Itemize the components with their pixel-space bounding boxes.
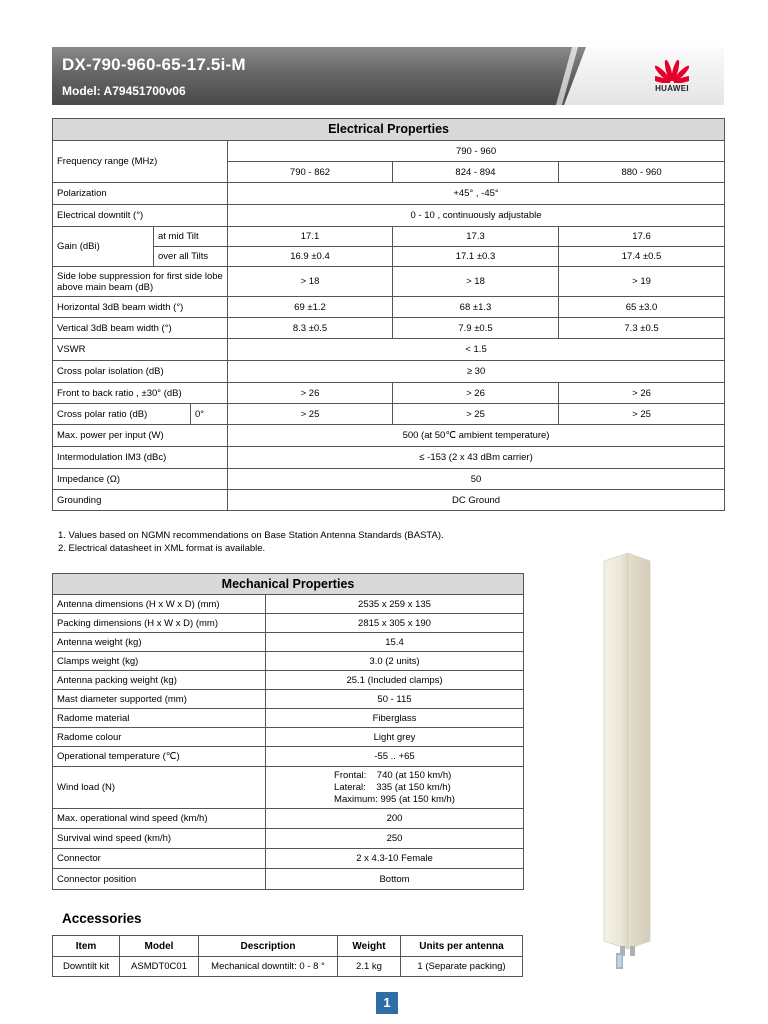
hbw-label: Horizontal 3dB beam width (°) xyxy=(53,297,228,318)
impedance-label: Impedance (Ω) xyxy=(53,469,228,490)
mech-label: Connector xyxy=(53,849,266,869)
mech-value: Fiberglass xyxy=(266,709,524,728)
power-label: Max. power per input (W) xyxy=(53,425,228,447)
grounding-label: Grounding xyxy=(53,490,228,511)
hbw-1: 69 ±1.2 xyxy=(228,297,393,318)
band-3: 880 - 960 xyxy=(559,162,725,183)
acc-model: ASMDT0C01 xyxy=(120,957,199,977)
mech-value: 50 - 115 xyxy=(266,690,524,709)
acc-weight: 2.1 kg xyxy=(338,957,401,977)
sidelobe-3: > 19 xyxy=(559,267,725,297)
header-banner xyxy=(52,47,724,105)
mech-label: Max. operational wind speed (km/h) xyxy=(53,809,266,829)
mechanical-properties-table xyxy=(52,573,524,890)
grounding-value: DC Ground xyxy=(228,490,725,511)
mech-value: 2 x 4.3-10 Female xyxy=(266,849,524,869)
vswr-value: < 1.5 xyxy=(228,339,725,361)
mech-label: Connector position xyxy=(53,869,266,890)
band-1: 790 - 862 xyxy=(228,162,393,183)
footnote: 1. Values based on NGMN recommendations on Base Station Antenna Standards (BASTA). xyxy=(58,530,444,541)
antenna-image xyxy=(598,553,658,973)
mech-label: Packing dimensions (H x W x D) (mm) xyxy=(53,614,266,633)
im3-value: ≤ -153 (2 x 43 dBm carrier) xyxy=(228,447,725,469)
gain-all-1: 16.9 ±0.4 xyxy=(228,247,393,267)
im3-label: Intermodulation IM3 (dBc) xyxy=(53,447,228,469)
vswr-label: VSWR xyxy=(53,339,228,361)
band-2: 824 - 894 xyxy=(393,162,559,183)
huawei-logo xyxy=(642,57,702,101)
cpr-label: Cross polar ratio (dB) xyxy=(53,404,191,425)
electrical-heading: Electrical Properties xyxy=(53,119,725,141)
mechanical-heading: Mechanical Properties xyxy=(53,574,524,595)
mech-value: Bottom xyxy=(266,869,524,890)
sidelobe-1: > 18 xyxy=(228,267,393,297)
vbw-label: Vertical 3dB beam width (°) xyxy=(53,318,228,339)
sidelobe-label: Side lobe suppression for first side lobe above main beam (dB) xyxy=(53,267,228,297)
gain-mid-label: at mid Tilt xyxy=(154,227,228,247)
gain-all-3: 17.4 ±0.5 xyxy=(559,247,725,267)
model-number: Model: A79451700v06 xyxy=(62,84,186,98)
ftb-label: Front to back ratio , ±30° (dB) xyxy=(53,383,228,404)
mech-value: Light grey xyxy=(266,728,524,747)
mech-value: 25.1 (Included clamps) xyxy=(266,671,524,690)
cpr-1: > 25 xyxy=(228,404,393,425)
col-description: Description xyxy=(199,936,338,957)
sidelobe-2: > 18 xyxy=(393,267,559,297)
col-model: Model xyxy=(120,936,199,957)
col-weight: Weight xyxy=(338,936,401,957)
mech-value: 2535 x 259 x 135 xyxy=(266,595,524,614)
hbw-2: 68 ±1.3 xyxy=(393,297,559,318)
power-value: 500 (at 50℃ ambient temperature) xyxy=(228,425,725,447)
mech-label: Radome material xyxy=(53,709,266,728)
wind-load-label: Wind load (N) xyxy=(53,767,266,809)
mech-value: 200 xyxy=(266,809,524,829)
ftb-2: > 26 xyxy=(393,383,559,404)
freq-overall: 790 - 960 xyxy=(228,141,725,162)
wind-load-lines xyxy=(334,770,455,806)
mech-value: 15.4 xyxy=(266,633,524,652)
vbw-1: 8.3 ±0.5 xyxy=(228,318,393,339)
downtilt-value: 0 - 10 , continuously adjustable xyxy=(228,205,725,227)
mech-label: Antenna packing weight (kg) xyxy=(53,671,266,690)
gain-all-label: over all Tilts xyxy=(154,247,228,267)
impedance-value: 50 xyxy=(228,469,725,490)
accessories-heading: Accessories xyxy=(62,911,142,926)
gain-mid-1: 17.1 xyxy=(228,227,393,247)
mech-label: Mast diameter supported (mm) xyxy=(53,690,266,709)
cpr-2: > 25 xyxy=(393,404,559,425)
mech-value: -55 .. +65 xyxy=(266,747,524,767)
mech-value: 2815 x 305 x 190 xyxy=(266,614,524,633)
mech-label: Clamps weight (kg) xyxy=(53,652,266,671)
gain-mid-2: 17.3 xyxy=(393,227,559,247)
footnotes xyxy=(58,529,444,555)
wind-maximum: Maximum: 995 (at 150 km/h) xyxy=(334,793,455,805)
accessories-table xyxy=(52,935,523,977)
gain-all-2: 17.1 ±0.3 xyxy=(393,247,559,267)
footnote: 2. Electrical datasheet in XML format is available. xyxy=(58,543,266,554)
col-units: Units per antenna xyxy=(401,936,523,957)
ftb-1: > 26 xyxy=(228,383,393,404)
electrical-properties-table xyxy=(52,118,725,511)
gain-mid-3: 17.6 xyxy=(559,227,725,247)
hbw-3: 65 ±3.0 xyxy=(559,297,725,318)
cpi-value: ≥ 30 xyxy=(228,361,725,383)
acc-item: Downtilt kit xyxy=(53,957,120,977)
cpr-3: > 25 xyxy=(559,404,725,425)
wind-frontal: Frontal: 740 (at 150 km/h) xyxy=(334,769,452,781)
wind-load-value xyxy=(266,767,524,809)
cpr-angle: 0° xyxy=(191,404,228,425)
downtilt-label: Electrical downtilt (°) xyxy=(53,205,228,227)
mech-label: Survival wind speed (km/h) xyxy=(53,829,266,849)
col-item: Item xyxy=(53,936,120,957)
mech-label: Antenna dimensions (H x W x D) (mm) xyxy=(53,595,266,614)
polarization-value: +45° , -45° xyxy=(228,183,725,205)
huawei-petals-icon xyxy=(655,57,689,83)
polarization-label: Polarization xyxy=(53,183,228,205)
ftb-3: > 26 xyxy=(559,383,725,404)
vbw-3: 7.3 ±0.5 xyxy=(559,318,725,339)
mech-label: Operational temperature (℃) xyxy=(53,747,266,767)
mech-value: 250 xyxy=(266,829,524,849)
cpi-label: Cross polar isolation (dB) xyxy=(53,361,228,383)
page-number: 1 xyxy=(376,992,398,1014)
wind-lateral: Lateral: 335 (at 150 km/h) xyxy=(334,781,451,793)
mech-label: Radome colour xyxy=(53,728,266,747)
table-row xyxy=(53,957,523,977)
acc-units: 1 (Separate packing) xyxy=(401,957,523,977)
acc-description: Mechanical downtilt: 0 - 8 ° xyxy=(199,957,338,977)
mech-label: Antenna weight (kg) xyxy=(53,633,266,652)
freq-label: Frequency range (MHz) xyxy=(53,141,228,183)
mech-value: 3.0 (2 units) xyxy=(266,652,524,671)
vbw-2: 7.9 ±0.5 xyxy=(393,318,559,339)
gain-label: Gain (dBi) xyxy=(53,227,154,267)
product-title: DX-790-960-65-17.5i-M xyxy=(62,55,246,74)
brand-name: HUAWEI xyxy=(655,84,689,93)
